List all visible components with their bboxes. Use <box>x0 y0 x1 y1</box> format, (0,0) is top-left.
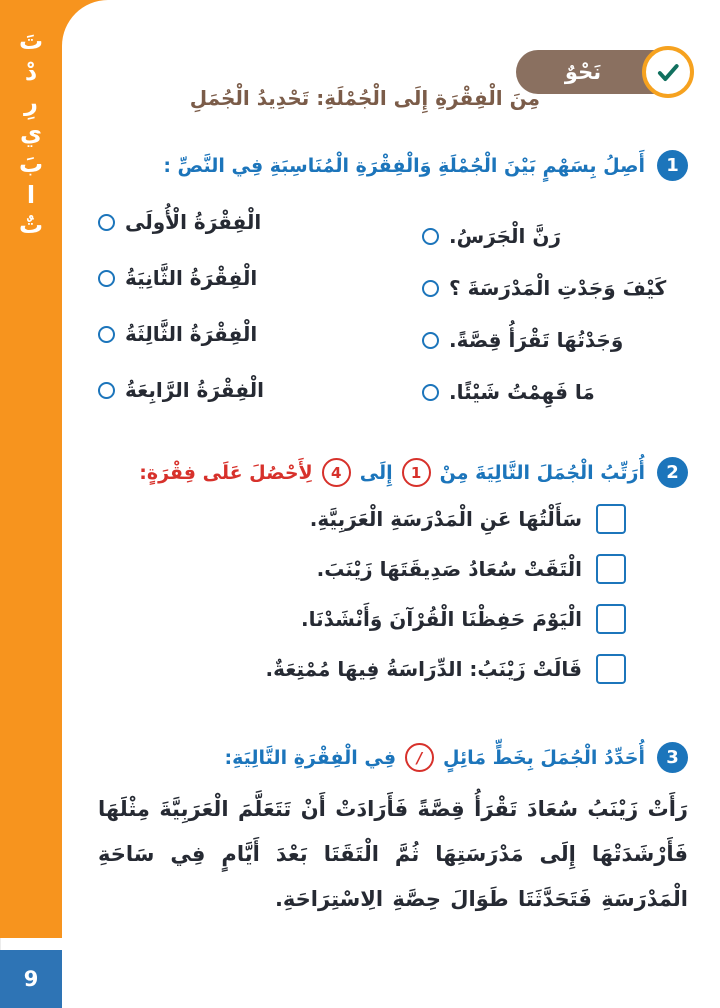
paragraph-option-label: الْفِقْرَةُ الْأُولَى <box>125 210 262 234</box>
section-banner <box>516 50 688 94</box>
ordering-sentence: الْيَوْمَ حَفِظْنَا الْقُرْآنَ وَأَنْشَدْنَا. <box>300 607 582 631</box>
paragraph-option-label: الْفِقْرَةُ الثَّانِيَةُ <box>125 266 258 290</box>
range-to-badge: 4 <box>322 458 351 487</box>
page-header <box>98 46 688 122</box>
exercise3-header <box>98 742 688 773</box>
sentence-option-label: كَيْفَ وَجَدْتِ الْمَدْرَسَةَ ؟ <box>449 276 667 300</box>
paragraph-option[interactable] <box>98 263 348 293</box>
page-title: مِنَ الْفِقْرَةِ إِلَى الْجُمْلَةِ: تَحْدِيدُ الْجُمَلِ <box>189 86 540 110</box>
sentence-option-label: رَنَّ الْجَرَسُ. <box>449 224 561 248</box>
sentence-option[interactable] <box>422 273 666 303</box>
paragraph-option-label: الْفِقْرَةُ الرَّابِعَةُ <box>125 378 264 402</box>
order-number-box[interactable] <box>596 504 626 534</box>
sidebar-letter: بَ <box>18 149 44 178</box>
section-badge-label: نَحْوٌ <box>564 60 602 84</box>
connector-circle[interactable] <box>98 214 115 231</box>
sidebar-letter: ا <box>26 180 36 209</box>
exercise2-instruction-middle: إِلَى <box>359 461 393 484</box>
ordering-list <box>98 504 688 684</box>
ordering-item <box>98 554 626 584</box>
exercise1-instruction: أَصِلُ بِسَهْمٍ بَيْنَ الْجُمْلَةِ وَالْفِقْرَةِ الْمُنَاسِبَةِ فِي النَّصِّ : <box>163 154 645 177</box>
paragraph-option[interactable] <box>98 319 348 349</box>
ordering-item <box>98 504 626 534</box>
paragraph-option-label: الْفِقْرَةُ الثَّالِثَةُ <box>125 322 258 346</box>
ordering-item <box>98 654 626 684</box>
sidebar-letter: ي <box>20 119 42 148</box>
exercise2-instruction <box>139 458 645 487</box>
page-number: 9 <box>0 950 62 1008</box>
exercise3-paragraph: رَأَتْ زَيْنَبُ سُعَادَ تَقْرَأُ قِصَّةً فَأَرَادَتْ أَنْ تَتَعَلَّمَ الْعَرَبِيَّةَ مِثْلَهَا فَأَرْشَدَتْهَا إِلَى مَدْرَسَتِهَا ثُمَّ الْتَقَتَا بَعْدَ أَيَّامٍ فِي سَاحَةِ الْمَدْرَسَةِ فَتَحَدَّثَتَا طَوَالَ حِصَّةِ الِاسْتِرَاحَةِ. <box>98 797 688 912</box>
range-from-badge: 1 <box>402 458 431 487</box>
connector-circle[interactable] <box>98 382 115 399</box>
exercise1-number-badge: 1 <box>657 150 688 181</box>
order-number-box[interactable] <box>596 654 626 684</box>
connector-circle[interactable] <box>98 270 115 287</box>
exercise1-header <box>98 150 688 181</box>
exercise3-instruction <box>225 743 645 772</box>
exercise3-instruction-after: فِي الْفِقْرَةِ التَّالِيَةِ: <box>224 746 397 769</box>
paragraph-option[interactable] <box>98 375 348 405</box>
sentence-option[interactable] <box>422 325 666 355</box>
order-number-box[interactable] <box>596 604 626 634</box>
sidebar-letter: رِ <box>24 88 38 117</box>
exercise2-header <box>98 457 688 488</box>
exercise3-instruction-before: أُحَدِّدُ الْجُمَلَ بِخَطٍّ مَائِلٍ <box>443 746 645 769</box>
connector-circle[interactable] <box>422 280 439 297</box>
connector-circle[interactable] <box>422 332 439 349</box>
connector-circle[interactable] <box>98 326 115 343</box>
exercise3-number-badge: 3 <box>657 742 688 773</box>
ordering-sentence: سَأَلْتُهَا عَنِ الْمَدْرَسَةِ الْعَرَبِيَّةِ. <box>309 507 582 531</box>
paragraphs-column <box>98 207 348 431</box>
sentences-column <box>422 207 666 431</box>
exercise2-instruction-after: لِأَحْصُلَ عَلَى فِقْرَةٍ: <box>139 461 313 484</box>
sidebar-vertical-label <box>0 26 62 241</box>
ordering-sentence: الْتَقَتْ سُعَادُ صَدِيقَتَهَا زَيْنَبَ. <box>316 557 582 581</box>
sentence-option[interactable] <box>422 221 666 251</box>
exercise2-number-badge: 2 <box>657 457 688 488</box>
sentence-option-label: مَا فَهِمْتُ شَيْئًا. <box>449 380 595 404</box>
ordering-item <box>98 604 626 634</box>
slash-badge: / <box>405 743 434 772</box>
connector-circle[interactable] <box>422 228 439 245</box>
sentence-option-label: وَجَدْتُهَا تَقْرَأُ قِصَّةً. <box>449 328 624 352</box>
ordering-sentence: قَالَتْ زَيْنَبُ: الدِّرَاسَةُ فِيهَا مُمْتِعَةٌ. <box>265 657 582 681</box>
exercise2-instruction-before: أُرَتِّبُ الْجُمَلَ التَّالِيَةَ مِنْ <box>439 461 645 484</box>
sidebar-letter: تٌ <box>18 211 44 240</box>
page-content <box>62 0 720 1008</box>
order-number-box[interactable] <box>596 554 626 584</box>
sentence-option[interactable] <box>422 377 666 407</box>
paragraph-option[interactable] <box>98 207 348 237</box>
checkmark-icon <box>642 46 694 98</box>
matching-area <box>98 207 688 431</box>
connector-circle[interactable] <box>422 384 439 401</box>
sidebar-letter: تَ <box>18 27 44 55</box>
sidebar-letter: دْ <box>24 57 38 86</box>
